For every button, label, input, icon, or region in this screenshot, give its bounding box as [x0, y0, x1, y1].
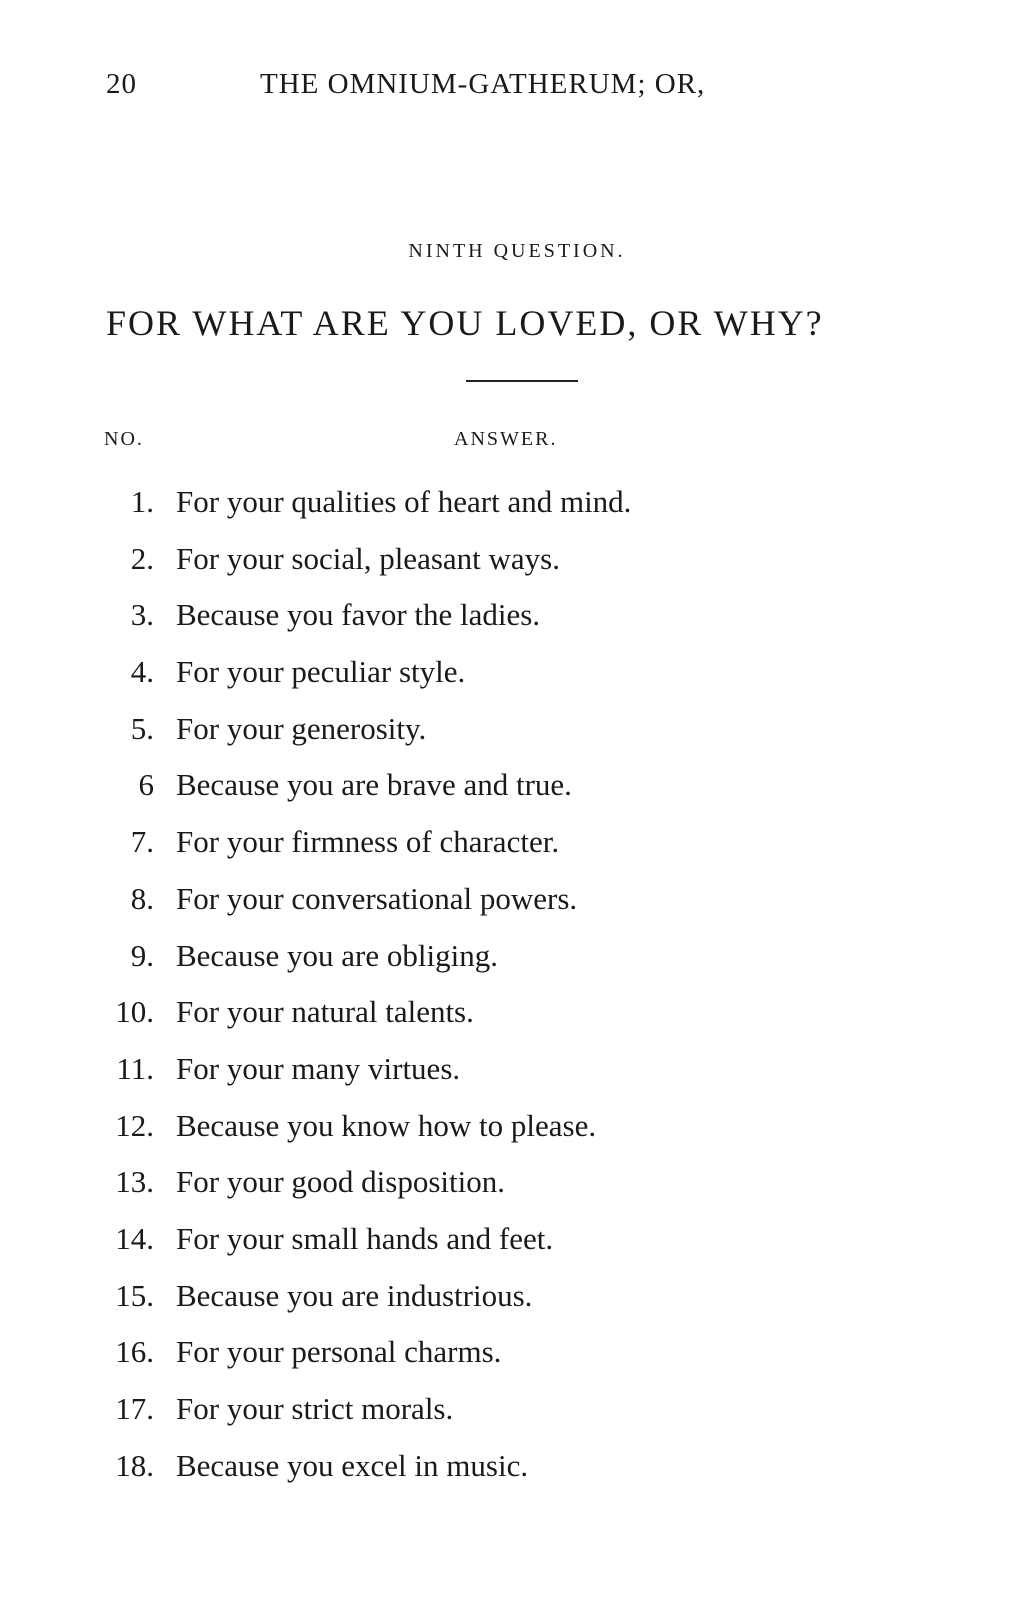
answer-row: [100, 1381, 860, 1438]
answer-number: 16.: [115, 1334, 154, 1370]
answer-row: [100, 928, 860, 985]
answer-text: Because you are industrious.: [176, 1277, 533, 1313]
answer-row: [100, 757, 860, 814]
column-header-answer: ANSWER.: [454, 428, 558, 450]
answer-number: 8.: [130, 880, 154, 916]
answer-row: [100, 587, 860, 644]
answer-row: [100, 984, 860, 1041]
answer-row: [100, 1324, 860, 1381]
answer-text: Because you favor the ladies.: [176, 597, 541, 633]
answer-number: 13.: [115, 1164, 154, 1200]
answer-row: [100, 871, 860, 928]
answer-number: 9.: [130, 937, 154, 973]
answer-text: For your good disposition.: [176, 1164, 505, 1200]
answer-text: For your peculiar style.: [176, 654, 466, 690]
question-title: FOR WHAT ARE YOU LOVED, OR WHY?: [106, 303, 824, 343]
answer-text: For your social, pleasant ways.: [176, 540, 560, 576]
answer-row: [100, 1268, 860, 1325]
column-header-no: NO.: [104, 428, 144, 450]
answer-text: For your conversational powers.: [176, 880, 578, 916]
answer-text: Because you know how to please.: [176, 1107, 597, 1143]
running-head: [106, 68, 806, 108]
answer-number: 3.: [130, 597, 154, 633]
answer-row: [100, 1098, 860, 1155]
answer-row: [100, 474, 860, 531]
answer-row: [100, 1438, 860, 1495]
answer-row: [100, 531, 860, 588]
answer-text: For your qualities of heart and mind.: [176, 484, 632, 519]
answer-text: For your firmness of character.: [176, 824, 560, 860]
answer-text: For your personal charms.: [176, 1334, 502, 1370]
answer-row: [100, 1211, 860, 1268]
answer-text: For your strict morals.: [176, 1391, 454, 1426]
section-divider: [466, 380, 578, 382]
answer-list: [100, 474, 860, 1494]
answer-row: [100, 1154, 860, 1211]
answer-text: Because you are obliging.: [176, 937, 498, 973]
answer-row: [100, 701, 860, 758]
answer-number: 12.: [115, 1107, 154, 1143]
answer-number: 7.: [130, 824, 154, 860]
answer-number: 5.: [130, 710, 154, 746]
question-label: NINTH QUESTION.: [408, 240, 626, 262]
answer-number: 4.: [130, 654, 154, 690]
answer-text: For your many virtues.: [176, 1050, 461, 1086]
answer-number: 17.: [115, 1391, 154, 1426]
answer-text: For your generosity.: [176, 710, 427, 746]
answer-text: For your natural talents.: [176, 994, 474, 1030]
page-number: 20: [106, 68, 137, 100]
answer-row: [100, 644, 860, 701]
running-title: THE OMNIUM-GATHERUM; OR,: [260, 68, 706, 100]
answer-number: 11.: [116, 1050, 154, 1086]
answer-number: 15.: [115, 1277, 154, 1313]
answer-row: [100, 1041, 860, 1098]
answer-text: Because you excel in music.: [176, 1447, 529, 1483]
answer-number: 6: [138, 767, 154, 803]
answer-number: 18.: [115, 1447, 154, 1483]
answer-text: For your small hands and feet.: [176, 1220, 554, 1256]
answer-text: Because you are brave and true.: [176, 767, 572, 803]
answer-number: 10.: [115, 994, 154, 1030]
answer-row: [100, 814, 860, 871]
answer-number: 2.: [130, 540, 154, 576]
answer-number: 1.: [130, 484, 154, 519]
answer-number: 14.: [115, 1220, 154, 1256]
